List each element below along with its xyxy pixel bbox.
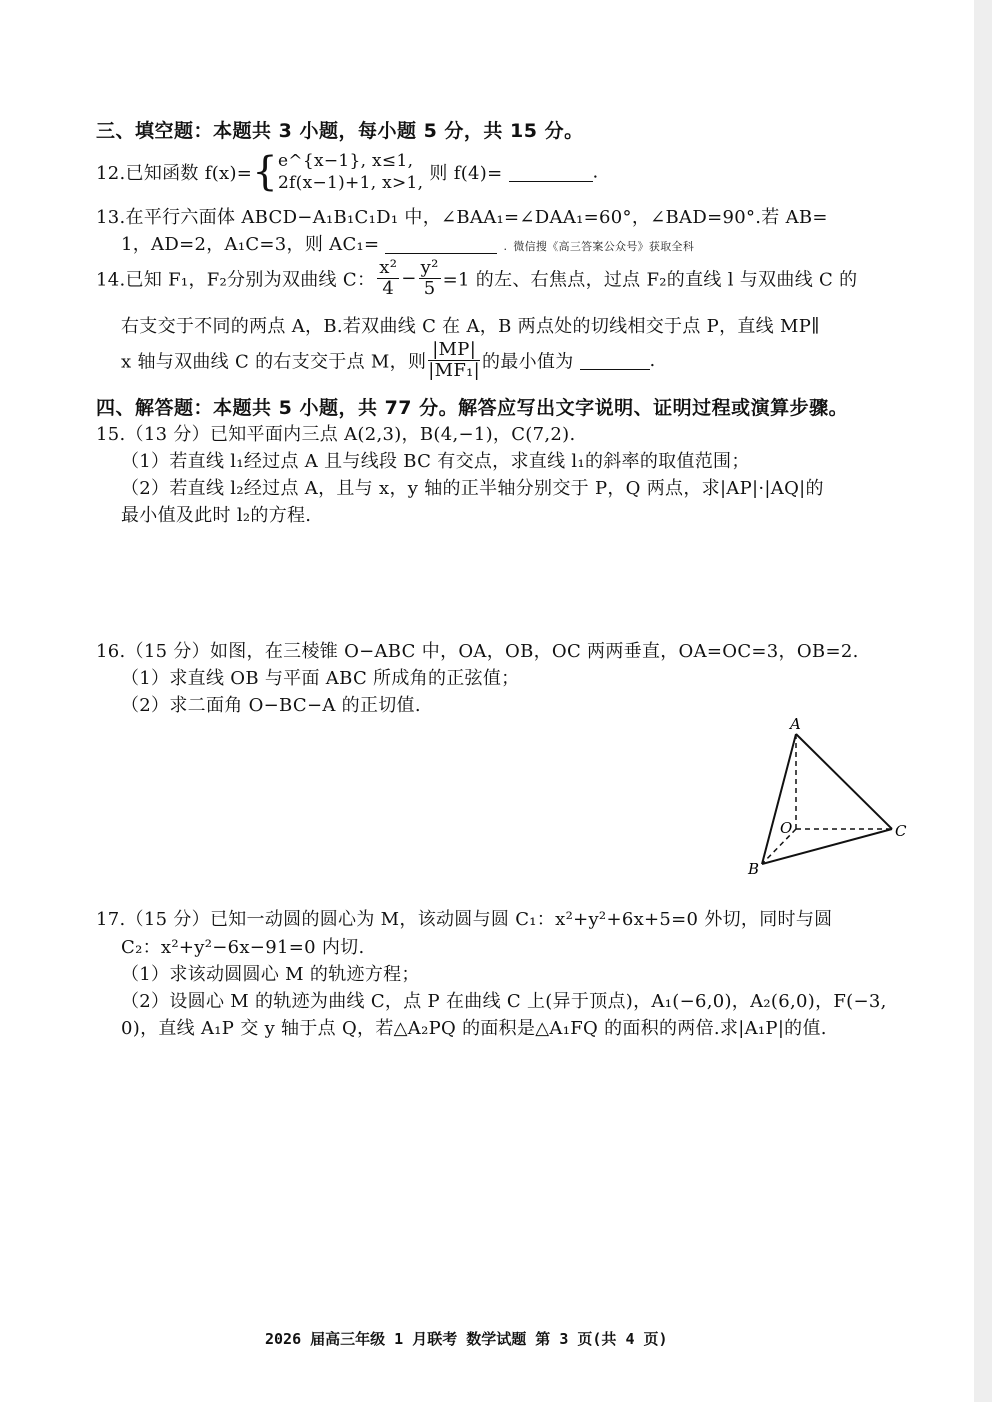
q17-line-4: （2）设圆心 M 的轨迹为曲线 C，点 P 在曲线 C 上(异于顶点)，A₁(−6,0)，A₂(6,0)，F(−3, — [121, 991, 887, 1012]
q12-brace: { — [252, 149, 278, 195]
label-A: A — [790, 715, 801, 733]
q14-frac-x — [377, 258, 399, 299]
label-C: C — [895, 822, 907, 840]
q16-line-3: （2）求二面角 O−BC−A 的正切值. — [121, 695, 421, 716]
q17-line-3: （1）求该动圆圆心 M 的轨迹方程； — [121, 964, 420, 985]
q13-line-2-text: 1，AD=2，A₁C=3，则 AC₁= — [121, 234, 380, 255]
q14-frac-x-num: x² — [379, 257, 398, 278]
q14-frac-ratio-num: |MP| — [428, 340, 480, 361]
q17-line-1: 17.（15 分）已知一动圆的圆心为 M，该动圆与圆 C₁：x²+y²+6x+5=0 外切，同时与圆 — [96, 909, 833, 930]
section-4-heading: 四、解答题：本题共 5 小题，共 77 分。解答应写出文字说明、证明过程或演算步骤。 — [96, 397, 849, 419]
q14-line-1 — [96, 258, 857, 304]
edge-AC — [796, 734, 892, 829]
q14-frac-x-den: 4 — [382, 278, 395, 299]
q17-line-2: C₂：x²+y²−6x−91=0 内切. — [121, 937, 365, 958]
q12-answer-blank — [509, 163, 593, 182]
q16-line-1: 16.（15 分）如图，在三棱锥 O−ABC 中，OA，OB，OC 两两垂直，OA=OC=3，OB=2. — [96, 641, 859, 662]
tetrahedron-figure — [740, 712, 920, 882]
q15-line-4: 最小值及此时 l₂的方程. — [121, 505, 312, 526]
q14-answer-blank — [580, 351, 650, 370]
q13-answer-blank — [385, 235, 497, 254]
q15-line-2: （1）若直线 l₁经过点 A 且与线段 BC 有交点，求直线 l₁的斜率的取值范围； — [121, 451, 750, 472]
q13-line-2 — [121, 230, 694, 256]
q14-frac-ratio-den: |MF₁| — [428, 360, 481, 381]
q14-frac-y-den: 5 — [423, 278, 436, 299]
section-3-heading: 三、填空题：本题共 3 小题，每小题 5 分，共 15 分。 — [96, 120, 584, 142]
q14-end: . — [649, 350, 656, 371]
q14-frac-ratio — [428, 340, 480, 381]
page-edge-shadow — [974, 0, 992, 1402]
q12-cases — [278, 150, 423, 194]
q14-line-1-a: 14.已知 F₁，F₂分别为双曲线 C： — [96, 269, 376, 291]
q12-end: . — [592, 161, 599, 183]
q13-end: . — [503, 240, 508, 253]
edge-AB — [762, 734, 796, 864]
watermark-text: 微信搜《高三答案公众号》获取全科 — [513, 240, 695, 253]
q14-line-2: 右支交于不同的两点 A，B.若双曲线 C 在 A，B 两点处的切线相交于点 P，直线 MP∥ — [121, 316, 820, 337]
q17-line-5: 0)，直线 A₁P 交 y 轴于点 Q，若△A₂PQ 的面积是△A₁FQ 的面积的两倍.求|A₁P|的值. — [121, 1018, 827, 1039]
question-12 — [96, 150, 599, 196]
q14-line-1-b: =1 的左、右焦点，过点 F₂的直线 l 与双曲线 C 的 — [442, 269, 858, 291]
q12-case-1: e^{x−1}, x≤1, — [277, 151, 414, 171]
label-O: O — [780, 819, 793, 837]
q14-frac-y — [419, 258, 441, 299]
q12-prefix: 12.已知函数 f(x)= — [96, 163, 253, 184]
q16-line-2: （1）求直线 OB 与平面 ABC 所成角的正弦值； — [121, 668, 520, 689]
q13-line-1: 13.在平行六面体 ABCD−A₁B₁C₁D₁ 中，∠BAA₁=∠DAA₁=60°，∠BAD=90°.若 AB= — [96, 207, 828, 228]
label-B: B — [748, 860, 760, 878]
q12-suffix: 则 f(4)= — [429, 163, 503, 184]
q12-case-2: 2f(x−1)+1, x>1, — [277, 173, 424, 193]
q15-line-3: （2）若直线 l₂经过点 A，且与 x，y 轴的正半轴分别交于 P，Q 两点，求|AP|·|AQ|的 — [121, 478, 824, 499]
q14-frac-y-num: y² — [420, 257, 439, 278]
q14-minus: − — [401, 268, 417, 289]
q14-line-3-b: 的最小值为 — [482, 351, 574, 373]
page-footer: 2026 届高三年级 1 月联考 数学试题 第 3 页(共 4 页) — [265, 1330, 668, 1348]
q14-line-3-a: x 轴与双曲线 C 的右支交于点 M，则 — [121, 351, 427, 373]
q15-line-1: 15.（13 分）已知平面内三点 A(2,3)，B(4,−1)，C(7,2). — [96, 424, 576, 445]
q14-line-3 — [121, 340, 656, 386]
